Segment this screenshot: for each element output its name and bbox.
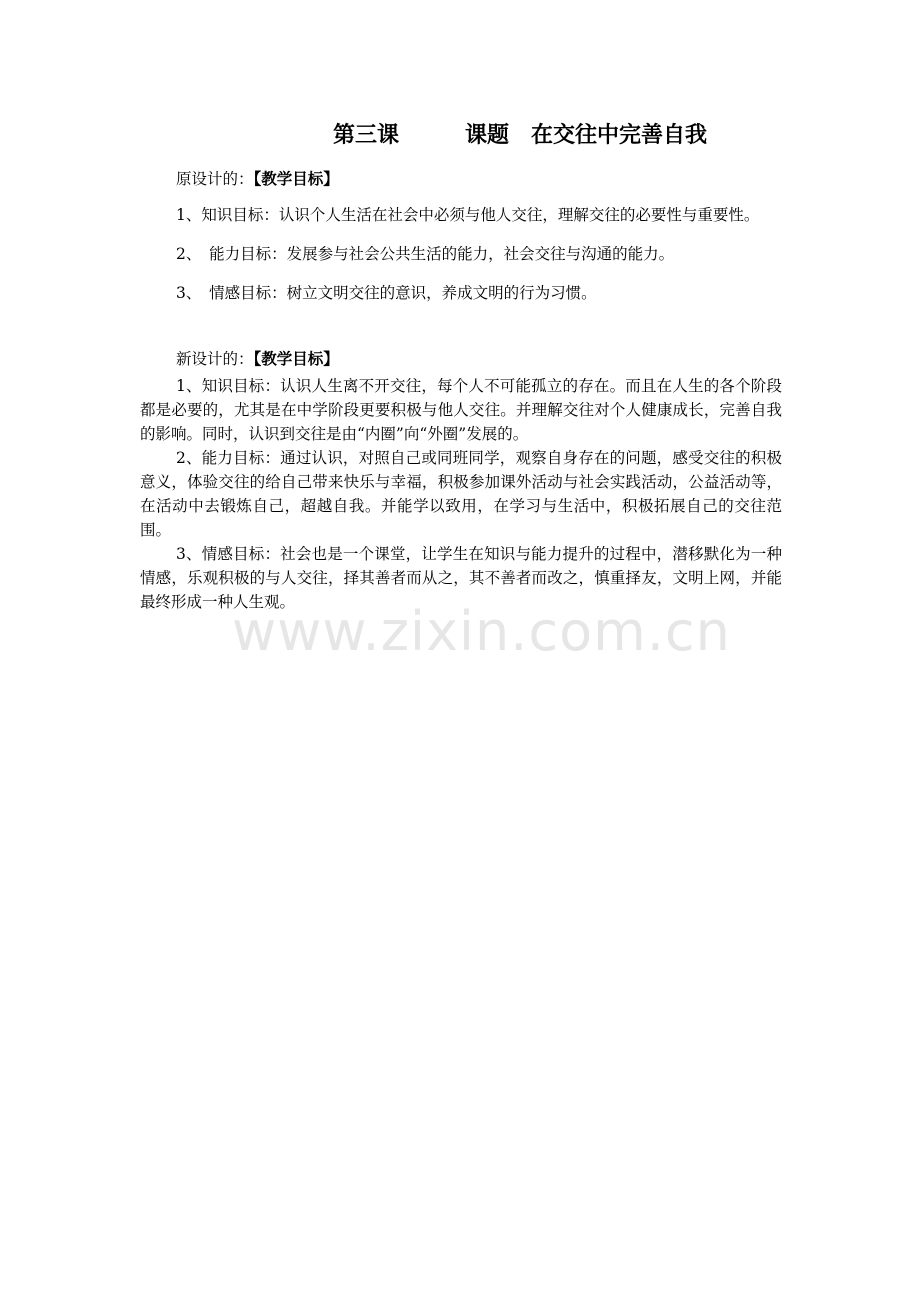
old-design-heading bbox=[140, 164, 782, 194]
new-design-heading bbox=[140, 344, 782, 374]
old-objective-emotion: 3、 情感目标：树立文明交往的意识，养成文明的行为习惯。 bbox=[176, 284, 597, 302]
new-design-section bbox=[140, 344, 782, 614]
new-objective-emotion: 3、情感目标：社会也是一个课堂，让学生在知识与能力提升的过程中，潜移默化为一种情感，乐观积极的与人交往，择其善者而从之，其不善者而改之，慎重择友，文明上网，并能最终形成一种人生观。 bbox=[140, 545, 782, 611]
new-objective-ability: 2、能力目标：通过认识，对照自己或同班同学，观察自身存在的问题，感受交往的积极意义，体验交往的给自己带来快乐与幸福，积极参加课外活动与社会实践活动，公益活动等，在活动中去锻炼自己，超越自我。并能学以致用，在学习与生活中，积极拓展自己的交往范围。 bbox=[140, 449, 782, 539]
new-objective-knowledge: 1、知识目标：认识人生离不开交往，每个人不可能孤立的存在。而且在人生的各个阶段都是必要的，尤其是在中学阶段更要积极与他人交往。并理解交往对个人健康成长，完善自我的影响。同时，认识到交往是由“内圈”向“外圈”发展的。 bbox=[140, 377, 782, 443]
watermark-text: www.zixin.com.cn bbox=[232, 600, 731, 663]
page-title: 第三课 课题 在交往中完善自我 bbox=[332, 123, 707, 148]
old-design-heading-prefix: 原设计的： bbox=[176, 170, 254, 188]
new-design-heading-bracket: 【教学目标】 bbox=[253, 350, 339, 368]
old-design-heading-bracket: 【教学目标】 bbox=[253, 170, 339, 188]
old-objective-ability: 2、 能力目标：发展参与社会公共生活的能力，社会交往与沟通的能力。 bbox=[176, 245, 675, 263]
new-design-heading-prefix: 新设计的： bbox=[176, 350, 254, 368]
old-design-section bbox=[140, 164, 782, 311]
old-objective-knowledge: 1、知识目标：认识个人生活在社会中必须与他人交往，理解交往的必要性与重要性。 bbox=[176, 206, 760, 224]
